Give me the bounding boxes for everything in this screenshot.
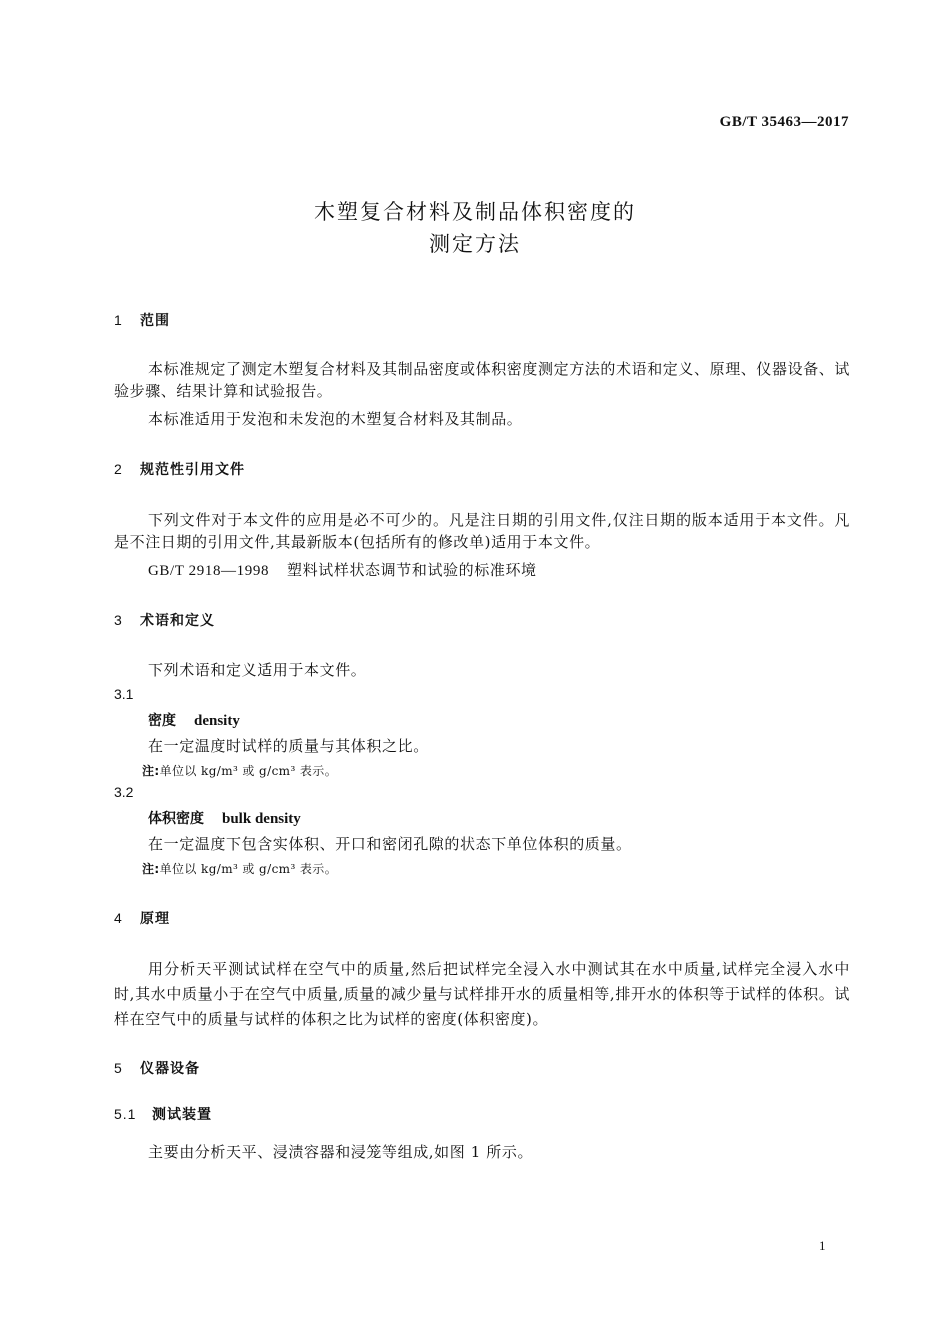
section-1-heading: [114, 310, 170, 330]
subsection-5-1-paragraph: 主要由分析天平、浸渍容器和浸笼等组成,如图 1 所示。: [148, 1143, 534, 1161]
term-3-2-note: [142, 860, 337, 877]
title-line-1: 木塑复合材料及制品体积密度的: [314, 200, 636, 224]
subsection-number: 5.1: [114, 1106, 137, 1122]
term-3-1-number: 3.1: [114, 686, 134, 702]
section-title: 原理: [140, 911, 170, 927]
note-label: 注:: [142, 862, 160, 876]
term-3-2-definition: 在一定温度下包含实体积、开口和密闭孔隙的状态下单位体积的质量。: [148, 835, 632, 853]
section-number: 3: [114, 612, 123, 628]
document-title: [0, 196, 950, 260]
term-3-2-heading: [148, 808, 301, 828]
note-text: 单位以 kg/m³ 或 g/cm³ 表示。: [159, 764, 338, 778]
section-number: 2: [114, 461, 123, 477]
section-3-intro: 下列术语和定义适用于本文件。: [148, 661, 367, 679]
section-number: 4: [114, 910, 123, 926]
reference-title: 塑料试样状态调节和试验的标准环境: [287, 561, 537, 579]
section-1-paragraph-2: 本标准适用于发泡和未发泡的木塑复合材料及其制品。: [148, 410, 523, 428]
section-title: 范围: [140, 313, 170, 329]
normative-reference: [148, 559, 537, 580]
section-number: 1: [114, 312, 123, 328]
section-5-heading: [114, 1058, 200, 1078]
section-3-heading: [114, 610, 215, 630]
term-3-1-definition: 在一定温度时试样的质量与其体积之比。: [148, 737, 429, 755]
section-4-paragraph-1: 用分析天平测试试样在空气中的质量,然后把试样完全浸入水中测试其在水中质量,试样完全浸入水中时,其水中质量小于在空气中质量,质量的减少量与试样排开水的质量相等,排开水的体积等于试样的体积。试样在空气中的质量与试样的体积之比为试样的密度(体积密度)。: [114, 960, 850, 1028]
note-text: 单位以 kg/m³ 或 g/cm³ 表示。: [159, 862, 338, 876]
section-2-heading: [114, 459, 245, 479]
section-2-paragraph-1: 下列文件对于本文件的应用是必不可少的。凡是注日期的引用文件,仅注日期的版本适用于本文件。凡是不注日期的引用文件,其最新版本(包括所有的修改单)适用于本文件。: [114, 511, 850, 551]
term-3-1-heading: [148, 710, 240, 730]
section-1-paragraph-1: 本标准规定了测定木塑复合材料及其制品密度或体积密度测定方法的术语和定义、原理、仪器设备、试验步骤、结果计算和试验报告。: [114, 360, 851, 400]
title-line-2: 测定方法: [429, 232, 521, 256]
section-4-heading: [114, 908, 170, 928]
reference-code: GB/T 2918—1998: [148, 563, 270, 579]
section-number: 5: [114, 1060, 123, 1076]
subsection-5-1-heading: [114, 1104, 212, 1124]
term-3-1-note: [142, 762, 337, 779]
section-title: 仪器设备: [140, 1061, 200, 1077]
section-title: 术语和定义: [140, 613, 215, 629]
section-title: 规范性引用文件: [140, 462, 245, 478]
term-en: bulk density: [222, 811, 301, 827]
term-zh: 体积密度: [148, 811, 204, 827]
term-3-2-number: 3.2: [114, 784, 134, 800]
subsection-title: 测试装置: [152, 1107, 212, 1123]
page-number: 1: [819, 1238, 826, 1253]
term-zh: 密度: [148, 713, 176, 729]
note-label: 注:: [142, 764, 160, 778]
standard-code: GB/T 35463—2017: [719, 114, 849, 130]
term-en: density: [194, 713, 240, 729]
